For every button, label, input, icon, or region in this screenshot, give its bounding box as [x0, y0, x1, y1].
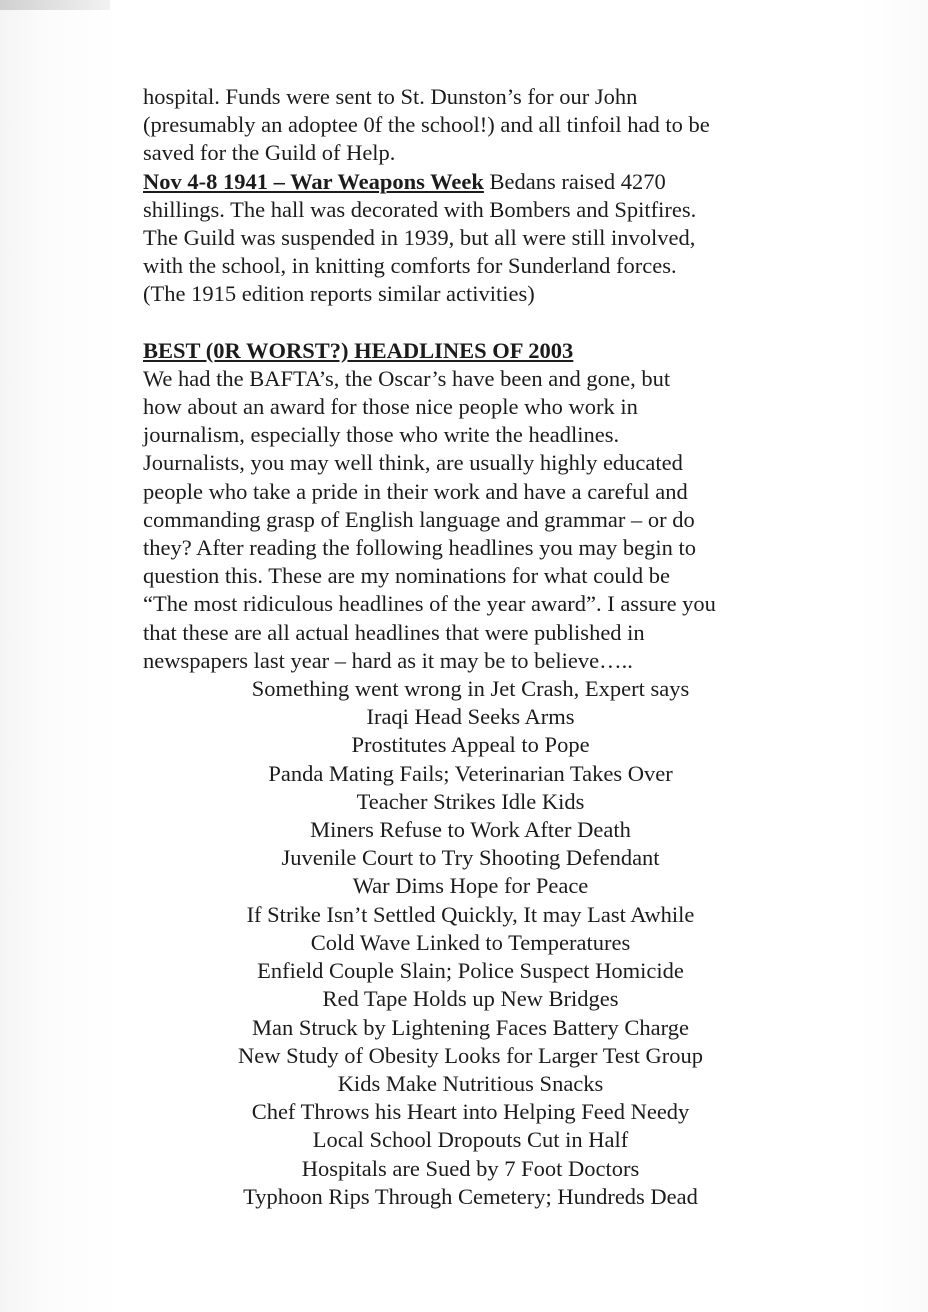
headline-item: Enfield Couple Slain; Police Suspect Homicide [257, 958, 684, 984]
intro-line: saved for the Guild of Help. [143, 140, 396, 166]
war-weapons-paragraph [143, 168, 843, 309]
headline-item: Iraqi Head Seeks Arms [366, 704, 575, 730]
section-heading: BEST (0R WORST?) HEADLINES OF 2003 [143, 337, 574, 363]
scan-corner-mark [0, 0, 110, 10]
body-line: that these are all actual headlines that were published in [143, 619, 645, 645]
headline-item: Kids Make Nutritious Snacks [337, 1070, 604, 1096]
headline-item: Prostitutes Appeal to Pope [351, 732, 590, 758]
body-line: people who take a pride in their work and have a careful and [143, 478, 688, 504]
intro-line: (presumably an adoptee 0f the school!) and all tinfoil had to be [143, 112, 710, 138]
headline-item: Red Tape Holds up New Bridges [322, 986, 619, 1012]
war-weapons-line: with the school, in knitting comforts for Sunderland forces. [143, 253, 677, 279]
intro-line: hospital. Funds were sent to St. Dunston’s for our John [143, 84, 638, 109]
war-weapons-line: The Guild was suspended in 1939, but all were still involved, [143, 225, 696, 251]
headline-item: Local School Dropouts Cut in Half [312, 1127, 629, 1153]
body-line: Journalists, you may well think, are usually highly educated [143, 450, 683, 476]
headline-item: Cold Wave Linked to Temperatures [310, 929, 631, 955]
page-content [143, 83, 843, 1211]
body-line: We had the BAFTA’s, the Oscar’s have been and gone, but [143, 365, 671, 391]
headline-item: If Strike Isn’t Settled Quickly, It may Last Awhile [246, 901, 695, 927]
headline-item: Man Struck by Lightening Faces Battery Charge [252, 1014, 689, 1040]
headline-item: New Study of Obesity Looks for Larger Test Group [237, 1042, 704, 1068]
body-line: journalism, especially those who write the headlines. [143, 422, 620, 448]
war-weapons-first-line-text: Bedans raised 4270 [483, 168, 666, 194]
headline-item: Hospitals are Sued by 7 Foot Doctors [301, 1155, 640, 1181]
war-weapons-line: shillings. The hall was decorated with Bombers and Spitfires. [143, 196, 697, 222]
body-line: they? After reading the following headlines you may begin to [143, 535, 696, 561]
headline-item: Chef Throws his Heart into Helping Feed Needy [251, 1099, 690, 1125]
body-line: commanding grasp of English language and grammar – or do [143, 506, 695, 532]
headline-item: Miners Refuse to Work After Death [310, 817, 631, 843]
war-weapons-first-line [143, 168, 843, 196]
body-line: how about an award for those nice people who work in [143, 394, 638, 420]
headline-item: Panda Mating Fails; Veterinarian Takes Over [268, 760, 673, 786]
body-line: newspapers last year – hard as it may be to believe….. [143, 647, 633, 673]
body-line: question this. These are my nominations for what could be [143, 563, 670, 589]
headline-item: Juvenile Court to Try Shooting Defendant [281, 845, 660, 871]
headline-item: Something went wrong in Jet Crash, Expert says [251, 676, 690, 702]
war-weapons-line: (The 1915 edition reports similar activities) [143, 281, 535, 307]
headline-item: Typhoon Rips Through Cemetery; Hundreds Dead [243, 1183, 698, 1209]
headline-item: Teacher Strikes Idle Kids [356, 788, 585, 814]
intro-paragraph [143, 83, 843, 168]
body-line: “The most ridiculous headlines of the year award”. I assure you [143, 591, 716, 617]
headline-list [143, 675, 798, 1211]
paragraph-gap [143, 309, 843, 337]
headlines-section [143, 337, 843, 1211]
headline-item: War Dims Hope for Peace [352, 873, 589, 899]
war-weapons-heading: Nov 4-8 1941 – War Weapons Week [143, 168, 484, 194]
